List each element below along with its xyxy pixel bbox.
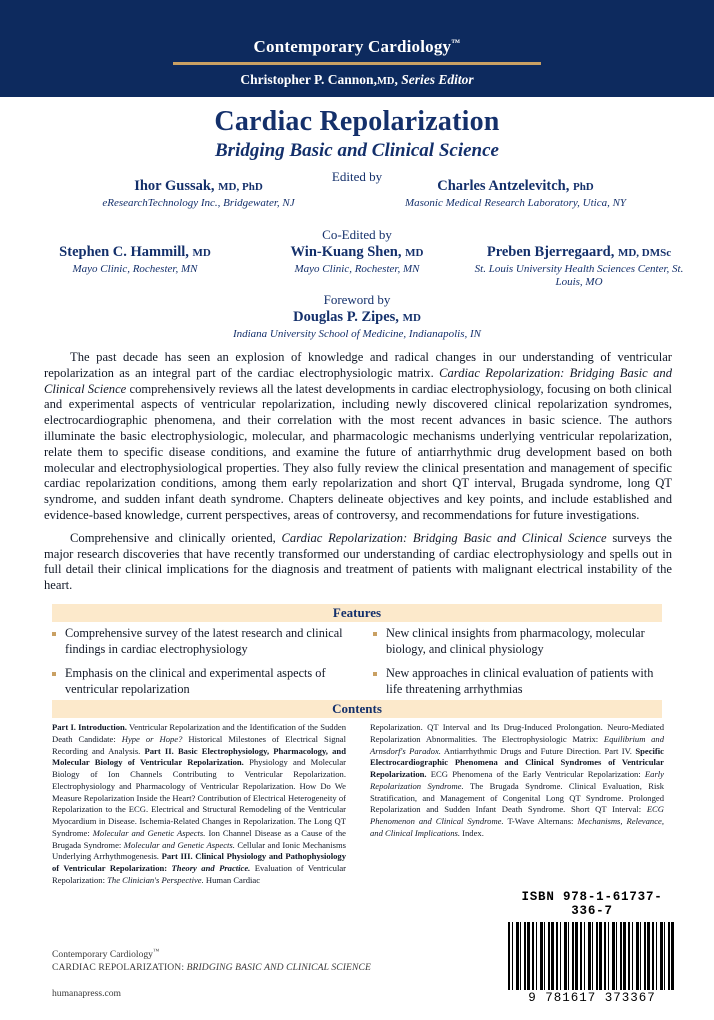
series-editor-line: [173, 72, 541, 88]
contents-run: Ion Channel Disease as a Cause of the Brugada Syndrome:: [52, 827, 346, 850]
foreword-author-name-line: [0, 309, 714, 326]
contents-run: Specific Electrocardiographic Phenomena and Clinical Syndromes of Ventricular Repolarization.: [370, 745, 664, 780]
co-editor-entry: [246, 244, 468, 289]
editor-name-line: [357, 178, 674, 195]
editor-entry: [357, 178, 674, 210]
page-title: Cardiac Repolarization: [214, 106, 500, 137]
editor-degrees: MD, PhD: [218, 181, 263, 193]
contents-run: Molecular and Genetic Aspects.: [92, 827, 206, 838]
feature-item: [52, 666, 351, 697]
co-edited-by-label: Co-Edited by: [322, 227, 392, 242]
blurb-paragraph-1: [44, 350, 672, 524]
contents-run: Repolarization. QT Interval and Its Drug-Induced Prolongation. Neuro-Mediated Repolarization Abnormalities. The Electrophysiologic Matrix:: [370, 722, 664, 744]
co-editor-name: Stephen C. Hammill,: [59, 244, 189, 260]
footer-title-prefix: CARDIAC REPOLARIZATION:: [52, 962, 187, 974]
features-column-right: [373, 626, 672, 707]
contents-run: Part III. Clinical Physiology and Pathophysiology of Ventricular Repolarization:: [52, 851, 346, 874]
series-editor-role: Series Editor: [401, 71, 474, 87]
blurb-p1-part-b: comprehensively reviews all the latest developments in cardiac electrophysiology, focusing on both clinical and experimental aspects of ventricular repolarization, including newly discovered clinical repolarization syndromes, electrocardiographic phenomena, and their correlation with the most recent advances in basic science. The authors illuminate the basic electrophysiologic, molecular, and pharmacologic mechanisms underlying ventricular repolarization, relate them to specific disease conditions, and examine the future of antiarrhythmic drug development based on both molecular and electrophysiological properties. They also fully review the clinical presentation and management of specific cardiac repolarization conditions, among them early repolarization and short QT interval, Brugada syndrome, long QT syndrome, and sudden infant death syndrome. Chapters delineate objectives and key points, and include established and evidence-based knowledge, current perspectives, areas of controversy, and recommendations for future investigations.: [44, 381, 672, 522]
contents-run: Cellular and Ionic Mechanisms Underlying Arrhythmogenesis.: [52, 839, 346, 862]
blurb-p2-part-b: surveys the major research discoveries that have recently transformed our understanding of cardiac electrophysiology and spells out in full detail their clinical implications for the diagnosis and treatment of patients with malignant electrical instability of the heart.: [44, 530, 672, 593]
series-editor-comma: ,: [394, 71, 402, 87]
contents-run: Human Cardiac: [203, 874, 261, 885]
editor-affiliation: Masonic Medical Research Laboratory, Utica, NY: [404, 196, 627, 209]
foreword-author-degrees: MD: [402, 312, 421, 324]
footer-trademark-symbol: ™: [152, 948, 160, 955]
editor-name: Ihor Gussak,: [134, 178, 215, 194]
contents-run: Physiology and Molecular Biology of Ion Channels Contributing to Ventricular Repolarization. Electrophysiology and Pharmacology of Ventricular Repolarization. How Do We Measure Repolarization Inside the Heart? Contribution of Electrical Heterogeneity of Repolarization to the ECG. Electrical and Structural Remodeling of the Ventricular Myocardium in Disease. Ischemia-Related Changes in Repolarization. The Long QT Syndrome:: [52, 757, 347, 838]
co-editor-affiliation: Mayo Clinic, Rochester, MN: [72, 262, 198, 275]
editor-entry: [40, 178, 357, 210]
features-heading: Features: [52, 604, 662, 622]
blurb-p2-part-a: Comprehensive and clinically oriented,: [70, 530, 282, 545]
footer: [52, 948, 452, 1001]
footer-title-line: [52, 962, 452, 975]
co-editor-degrees: MD: [405, 247, 424, 259]
contents-run: ECG Phenomena of the Early Ventricular Repolarization:: [426, 769, 645, 780]
title-block: [0, 107, 714, 185]
co-editor-degrees: MD: [192, 247, 211, 259]
blurb-paragraph-2: [44, 531, 672, 594]
co-editors-row: [24, 244, 690, 289]
page-subtitle: Bridging Basic and Clinical Science: [215, 140, 499, 162]
features-column-left: [52, 626, 351, 707]
foreword-by-label: Foreword by: [323, 292, 391, 307]
contents-run: Mechanisms, Relevance, and Clinical Implications.: [370, 816, 664, 838]
footer-series-line: [52, 948, 452, 962]
contents-run: Antiarrhythmic Drugs and Future Direction.: [440, 745, 605, 756]
blurb-p2-italic-title: Cardiac Repolarization: Bridging Basic and Clinical Science: [281, 530, 607, 545]
footer-series-name: Contemporary Cardiology: [52, 949, 153, 961]
contents-list: [52, 722, 664, 887]
feature-text: New approaches in clinical evaluation of patients with life threatening arrhythmias: [386, 666, 654, 697]
contents-run: Historical Milestones of Electrical Signal Recording and Analysis.: [52, 733, 347, 756]
series-editor-name: Christopher P. Cannon,: [240, 71, 377, 87]
contents-run: Evaluation of Ventricular Repolarization:: [52, 863, 347, 885]
series-name-text: Contemporary Cardiology: [253, 37, 452, 56]
contents-run: Early Repolarization Syndrome.: [370, 769, 664, 791]
contents-run: Part IV.: [604, 745, 632, 756]
co-editor-affiliation: St. Louis University Health Sciences Center, St. Louis, MO: [474, 262, 684, 288]
contents-run: ECG Phenomenon and Clinical Syndrome.: [370, 804, 664, 827]
contents-run: Index.: [460, 827, 484, 838]
contents-run: Molecular and Genetic Aspects.: [123, 839, 235, 850]
co-editor-entry: [468, 244, 690, 289]
co-editor-entry: [24, 244, 246, 289]
co-editor-degrees: MD, DMSc: [617, 247, 672, 259]
features-list: [52, 626, 672, 707]
editors-row: [40, 178, 674, 210]
contents-run: Part II. Basic Electrophysiology, Pharmacology, and Molecular Biology of Ventricular Repolarization.: [52, 745, 346, 768]
edited-by-label: Edited by: [331, 169, 383, 185]
contents-column-left: [52, 722, 346, 887]
blurb-p1-italic-title: Cardiac Repolarization: Bridging Basic and Clinical Science: [44, 365, 672, 396]
foreword-author-name: Douglas P. Zipes,: [293, 309, 399, 325]
feature-item: [373, 626, 672, 657]
barcode-icon: [508, 922, 676, 990]
band-rule-divider: [173, 62, 541, 65]
editor-degrees: PhD: [572, 181, 594, 193]
footer-title-italic: BRIDGING BASIC AND CLINICAL SCIENCE: [186, 962, 371, 974]
contents-run: Hype or Hope?: [121, 733, 183, 744]
contents-run: Equilibrium and Arnsdorf's Paradox.: [370, 733, 664, 756]
feature-text: Comprehensive survey of the latest research and clinical findings in cardiac electrophysiology: [65, 626, 343, 656]
series-name: [173, 38, 541, 57]
contents-run: Ventricular Repolarization and the Identification of the Sudden Death Candidate:: [52, 722, 346, 744]
publisher-url[interactable]: humanapress.com: [52, 988, 122, 1000]
co-editor-name-line: [468, 244, 690, 261]
co-editor-name: Preben Bjerregaard,: [486, 244, 615, 260]
contents-run: T-Wave Alternans:: [503, 816, 578, 827]
series-band: [0, 0, 714, 97]
feature-item: [52, 626, 351, 657]
editor-name-line: [40, 178, 357, 195]
feature-item: [373, 666, 672, 697]
series-editor-degree: MD: [376, 75, 395, 87]
feature-text: Emphasis on the clinical and experimental aspects of ventricular repolarization: [65, 666, 326, 697]
contents-column-right: [370, 722, 664, 887]
editor-affiliation: eResearchTechnology Inc., Bridgewater, NJ: [102, 196, 295, 209]
feature-text: New clinical insights from pharmacology, molecular biology, and clinical physiology: [386, 626, 645, 656]
foreword-author: [0, 309, 714, 341]
bullet-icon: [373, 632, 377, 636]
contents-run: The Clinician's Perspective.: [107, 874, 204, 885]
bullet-icon: [52, 672, 56, 676]
series-band-inner: [173, 38, 541, 88]
barcode-block: [506, 890, 678, 1005]
contents-run: The Brugada Syndrome. Clinical Evaluation, Risk Stratification, and Management of Congenital Long QT Syndrome. Prolonged Repolarization and Sudden Infant Death Syndrome. Short QT Interval:: [370, 780, 664, 815]
foreword-author-affiliation: Indiana University School of Medicine, Indianapolis, IN: [232, 327, 482, 340]
bullet-icon: [373, 672, 377, 676]
bullet-icon: [52, 632, 56, 636]
co-editor-affiliation: Mayo Clinic, Rochester, MN: [294, 262, 420, 275]
description-blurb: [44, 350, 672, 601]
co-editor-name-line: [246, 244, 468, 261]
contents-heading: Contents: [52, 700, 662, 718]
isbn-text: ISBN 978-1-61737-336-7: [521, 890, 663, 918]
contents-run: Theory and Practice.: [167, 863, 251, 874]
contents-run: Part I. Introduction.: [52, 722, 127, 732]
blurb-p1-part-a: The past decade has seen an explosion of knowledge and radical changes in our understanding of ventricular repolarization as an integral part of the cardiac electrophysiologic matrix.: [44, 350, 672, 380]
barcode-digits: 9 781617 373367: [528, 991, 656, 1005]
co-editor-name: Win-Kuang Shen,: [290, 244, 402, 260]
co-editor-name-line: [24, 244, 246, 261]
trademark-symbol: ™: [451, 37, 461, 48]
editor-name: Charles Antzelevitch,: [437, 178, 570, 194]
